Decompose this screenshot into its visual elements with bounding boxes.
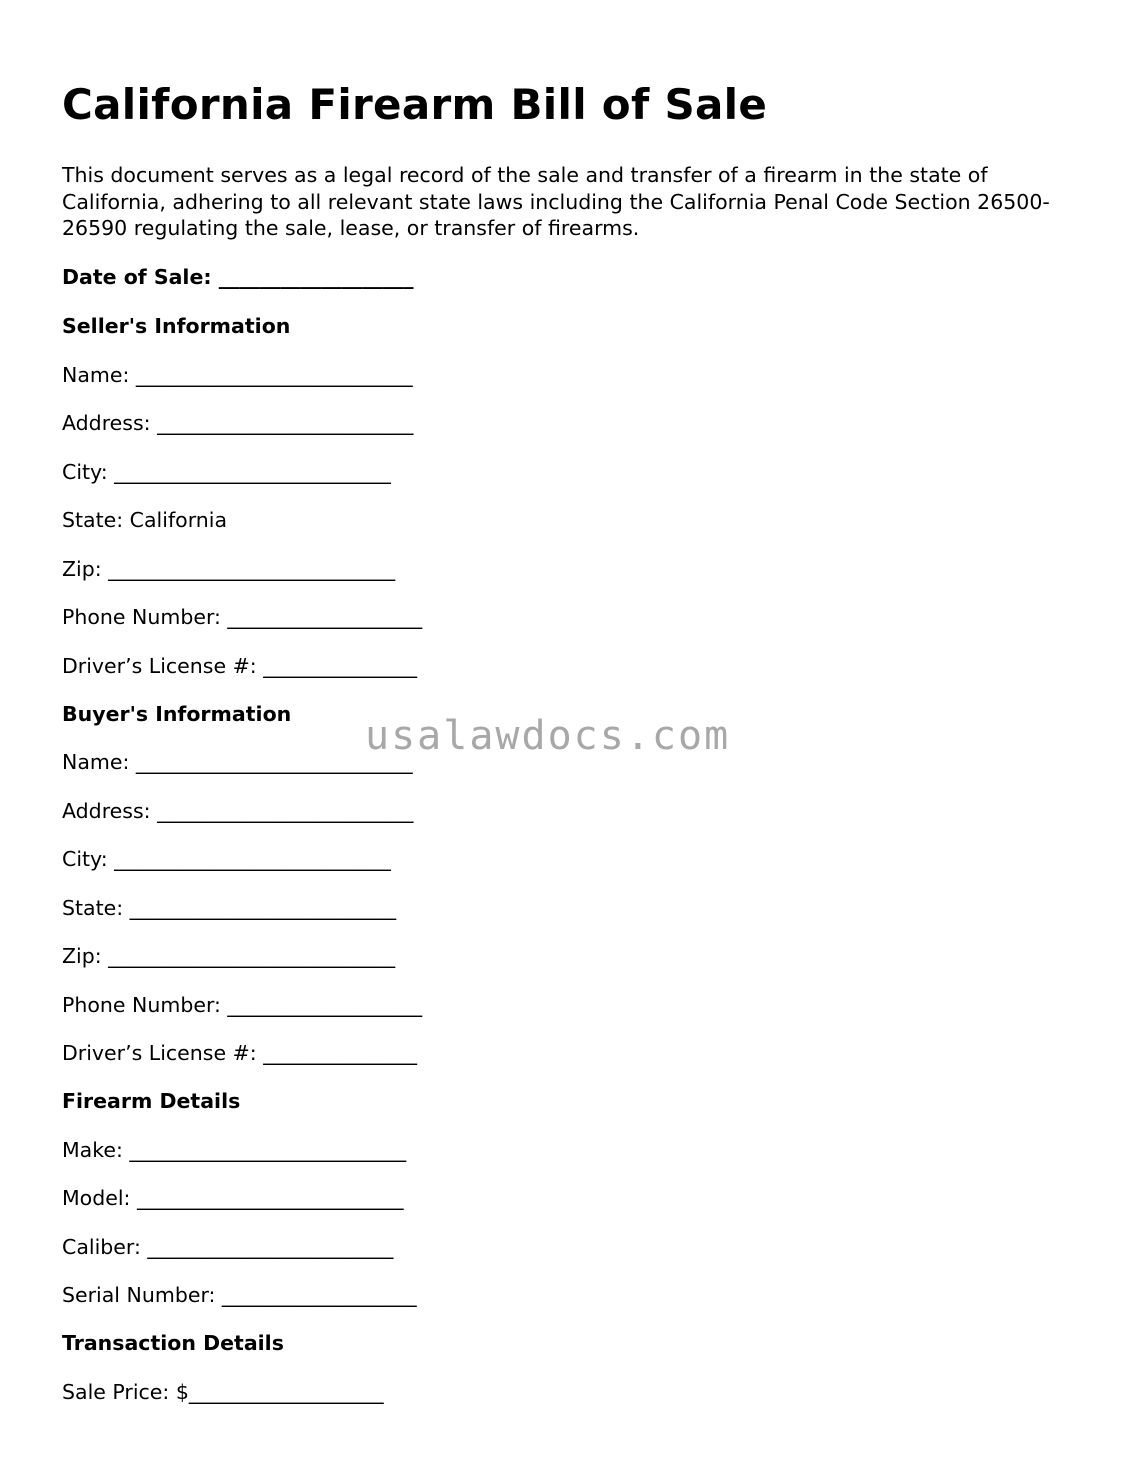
sale-price-field: Sale Price: $___________________ [62, 1380, 384, 1404]
buyer-city-field: City: ___________________________ [62, 847, 391, 871]
seller-license-field: Driver’s License #: _______________ [62, 654, 417, 678]
buyer-heading: Buyer's Information [62, 702, 292, 726]
seller-state-field: State: California [62, 508, 228, 532]
seller-heading: Seller's Information [62, 314, 291, 338]
firearm-serial-field: Serial Number: ___________________ [62, 1283, 417, 1307]
seller-name-field: Name: ___________________________ [62, 363, 413, 387]
seller-phone-field: Phone Number: ___________________ [62, 605, 423, 629]
firearm-heading: Firearm Details [62, 1089, 241, 1113]
buyer-phone-field: Phone Number: ___________________ [62, 993, 423, 1017]
watermark: usalawdocs.com [365, 713, 731, 759]
buyer-name-field: Name: ___________________________ [62, 750, 413, 774]
intro-paragraph: This document serves as a legal record of the sale and transfer of a firearm in the state of California, adhering to all relevant state laws including the California Penal Code Section 26500-26590 regulating the sale, lease, or transfer of firearms. [62, 163, 1050, 240]
seller-zip-field: Zip: ____________________________ [62, 557, 396, 581]
firearm-model-field: Model: __________________________ [62, 1186, 404, 1210]
transaction-heading: Transaction Details [62, 1331, 284, 1355]
buyer-license-field: Driver’s License #: _______________ [62, 1041, 417, 1065]
seller-city-field: City: ___________________________ [62, 460, 391, 484]
firearm-make-field: Make: ___________________________ [62, 1138, 407, 1162]
buyer-zip-field: Zip: ____________________________ [62, 944, 396, 968]
firearm-caliber-field: Caliber: ________________________ [62, 1235, 394, 1259]
buyer-address-field: Address: _________________________ [62, 799, 414, 823]
page-title: California Firearm Bill of Sale [62, 80, 768, 129]
date-of-sale-field: Date of Sale: ___________________ [62, 265, 414, 289]
seller-address-field: Address: _________________________ [62, 411, 414, 435]
buyer-state-field: State: __________________________ [62, 896, 397, 920]
